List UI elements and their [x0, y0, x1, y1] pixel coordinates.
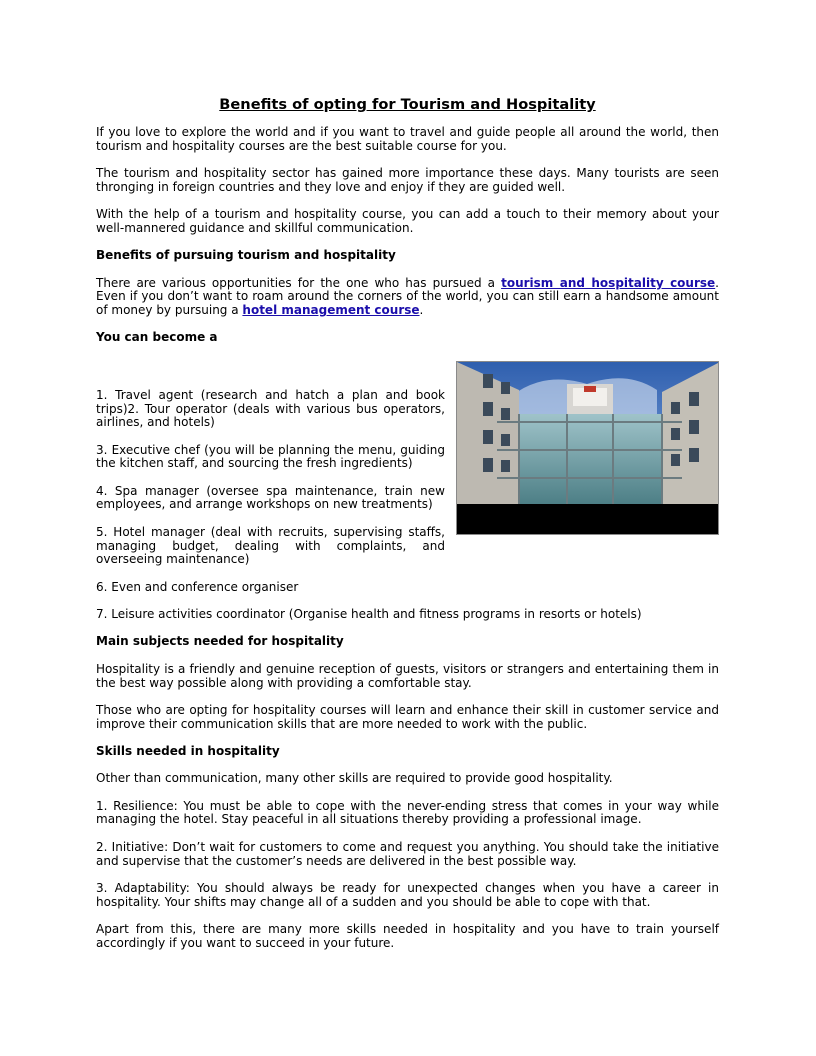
careers-heading: You can become a [96, 330, 218, 345]
hotel-management-course-link[interactable]: hotel management course [242, 303, 420, 318]
list-item: 6. Even and conference organiser [96, 579, 299, 594]
skills-paragraph-4: 3. Adaptability: You should always be ready for unexpected changes when you have a career in hospitality. Your shifts may change all of a sudden and you should be able to cope with that. [96, 880, 719, 909]
skills-heading: Skills needed in hospitality [96, 744, 280, 758]
skills-paragraph-1: Other than communication, many other skills are required to provide good hospitality. [96, 771, 613, 786]
skills-paragraph-3: 2. Initiative: Don’t wait for customers to come and request you anything. You should take the initiative and supervise that the customer’s needs are delivered in the best possible way. [96, 839, 719, 868]
list-item: 5. Hotel manager (deal with recruits, supervising staffs, managing budget, dealing with complaints, and overseeing maintenance) [96, 524, 445, 567]
intro-paragraph-2: The tourism and hospitality sector has gained more importance these days. Many tourists are seen thronging in foreign countries and they love and enjoy if they are guided well. [96, 166, 719, 194]
page-title: Benefits of opting for Tourism and Hospitality [219, 96, 596, 113]
benefits-paragraph [96, 277, 719, 318]
subjects-heading: Main subjects needed for hospitality [96, 634, 344, 649]
skills-paragraph-5: Apart from this, there are many more skills needed in hospitality and you have to train yourself accordingly if you want to succeed in your future. [96, 922, 719, 950]
benefits-text-1: There are various opportunities for the one who has pursued a [96, 275, 502, 290]
career-list [96, 389, 445, 567]
hotel-building-image [456, 361, 719, 535]
tourism-hospitality-course-link[interactable]: tourism and hospitality course [501, 275, 716, 290]
intro-paragraph-3: With the help of a tourism and hospitality course, you can add a touch to their memory about your well-mannered guidance and skillful communication. [96, 207, 719, 235]
building-photo-graphic [457, 362, 719, 535]
list-item: 7. Leisure activities coordinator (Organise health and fitness programs in resorts or hotels) [96, 607, 642, 622]
benefits-text-2: . Even if you don’t want to roam around the corners of the world, you can still earn a handsome amount of money by pursuing a [96, 275, 719, 318]
list-item: 3. Executive chef (you will be planning the menu, guiding the kitchen staff, and sourcing the fresh ingredients) [96, 442, 445, 471]
subjects-paragraph-1: Hospitality is a friendly and genuine reception of guests, visitors or strangers and entertaining them in the best way possible along with providing a comfortable stay. [96, 661, 719, 690]
intro-paragraph-1: If you love to explore the world and if you want to travel and guide people all around the world, then tourism and hospitality courses are the best suitable course for you. [96, 125, 719, 153]
list-item: 1. Travel agent (research and hatch a plan and book trips)2. Tour operator (deals with various bus operators, airlines, and hotels) [96, 387, 445, 430]
skills-paragraph-2: 1. Resilience: You must be able to cope with the never-ending stress that comes in your way while managing the hotel. Stay peaceful in all situations thereby providing a professional image. [96, 798, 719, 827]
benefits-heading: Benefits of pursuing tourism and hospitality [96, 248, 396, 263]
list-item: 4. Spa manager (oversee spa maintenance, train new employees, and arrange workshops on new treatments) [96, 483, 445, 512]
benefits-text-3: . [419, 303, 424, 318]
subjects-paragraph-2: Those who are opting for hospitality courses will learn and enhance their skill in customer service and improve their communication skills that are more needed to work with the public. [96, 702, 719, 731]
